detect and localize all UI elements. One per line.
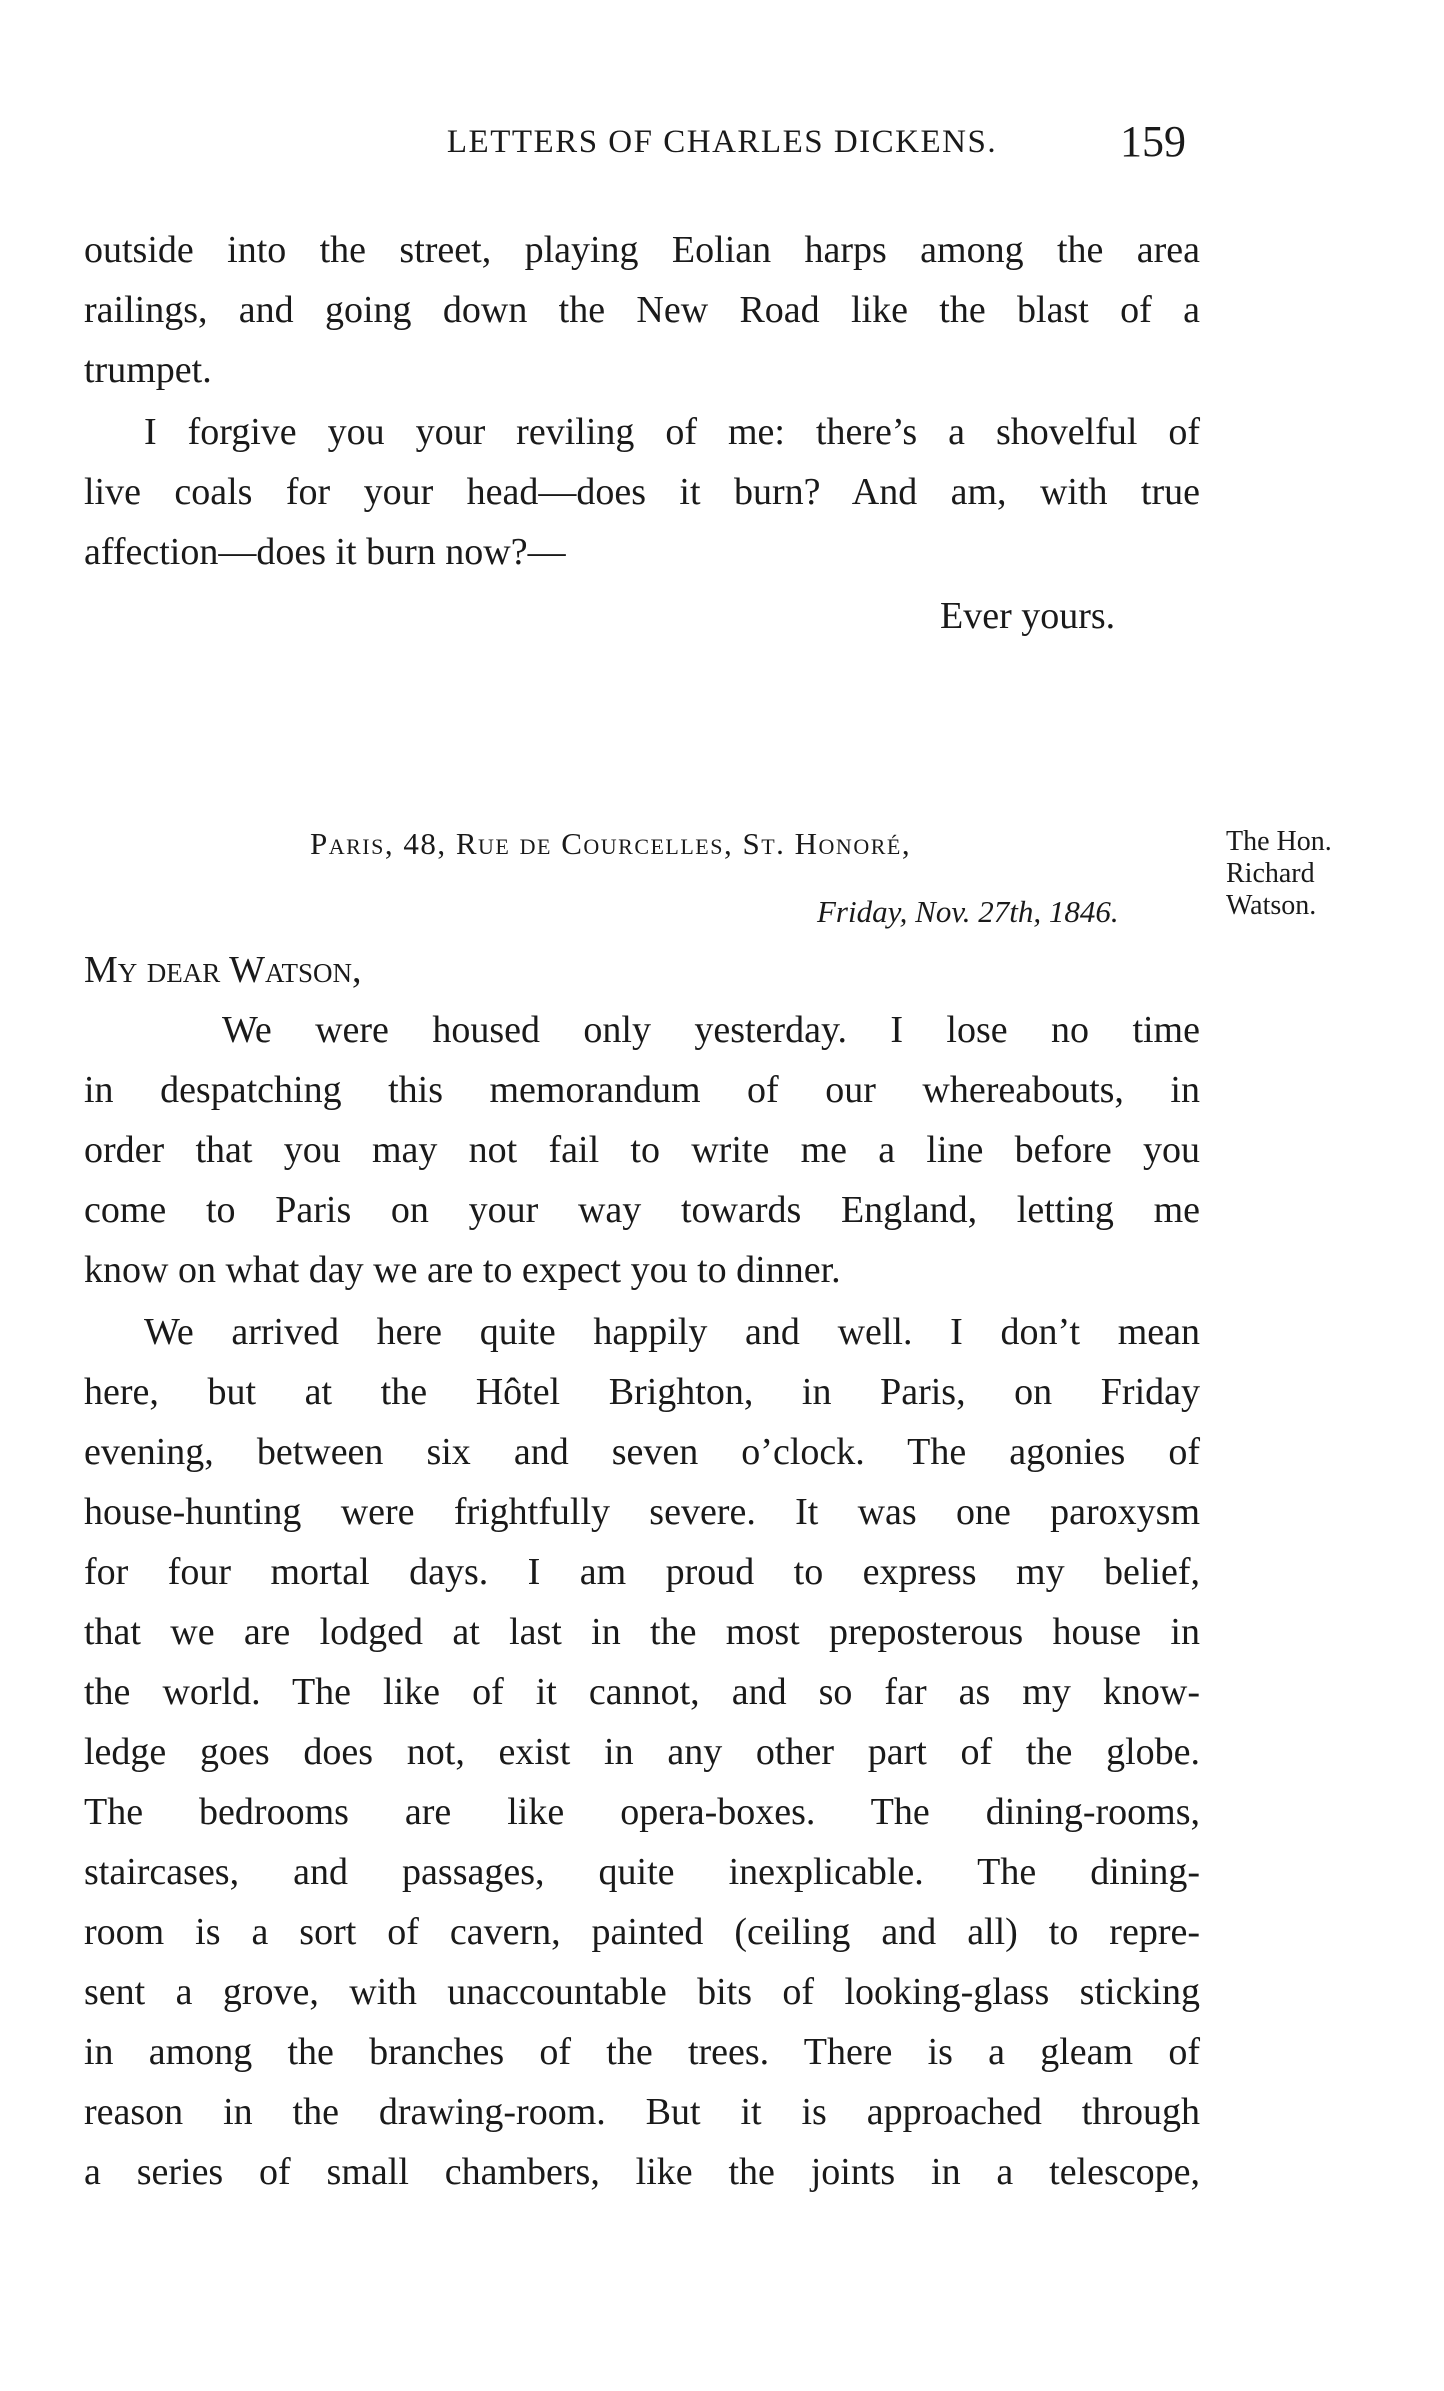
text-line: order that you may not fail to write me a line before you <box>84 1129 1200 1171</box>
text-line: outside into the street, playing Eolian harps among the area <box>84 229 1200 271</box>
text-line: I forgive you your reviling of me: there’s a shovelful of <box>144 411 1200 453</box>
text-line: sent a grove, with unaccountable bits of looking-glass sticking <box>84 1971 1200 2013</box>
text-line: staircases, and passages, quite inexplicable. The dining- <box>84 1851 1200 1893</box>
text-line: affection—does it burn now?— <box>84 531 566 573</box>
closing: Ever yours. <box>940 595 1116 637</box>
margin-note-line: Watson. <box>1226 890 1317 921</box>
text-line: railings, and going down the New Road like the blast of a <box>84 289 1200 331</box>
text-line: here, but at the Hôtel Brighton, in Paris, on Friday <box>84 1371 1200 1413</box>
text-line: We were housed only yesterday. I lose no time <box>222 1009 1200 1051</box>
text-line: in among the branches of the trees. There is a gleam of <box>84 2031 1200 2073</box>
running-title: LETTERS OF CHARLES DICKENS. <box>446 124 998 160</box>
text-line: trumpet. <box>84 349 212 391</box>
text-line: evening, between six and seven o’clock. The agonies of <box>84 1431 1200 1473</box>
text-line: reason in the drawing-room. But it is approached through <box>84 2091 1200 2133</box>
letter-address: Paris, 48, Rue de Courcelles, St. Honoré, <box>310 826 912 861</box>
recipient-margin-note <box>1226 826 1332 922</box>
text-line: come to Paris on your way towards England, letting me <box>84 1189 1200 1231</box>
margin-note-line: The Hon. <box>1226 826 1332 857</box>
text-line: for four mortal days. I am proud to express my belief, <box>84 1551 1200 1593</box>
text-line: know on what day we are to expect you to dinner. <box>84 1249 841 1291</box>
text-line: ledge goes does not, exist in any other part of the globe. <box>84 1731 1200 1773</box>
text-line: the world. The like of it cannot, and so far as my know- <box>84 1671 1200 1713</box>
text-line: The bedrooms are like opera-boxes. The dining-rooms, <box>84 1791 1200 1833</box>
margin-note-line: Richard <box>1226 858 1315 889</box>
text-line: in despatching this memorandum of our whereabouts, in <box>84 1069 1200 1111</box>
text-line: a series of small chambers, like the joints in a telescope, <box>84 2151 1200 2193</box>
text-line: house-hunting were frightfully severe. It was one paroxysm <box>84 1491 1200 1533</box>
salutation: My dear Watson, <box>84 949 362 991</box>
text-line: room is a sort of cavern, painted (ceiling and all) to repre- <box>84 1911 1200 1953</box>
text-line: that we are lodged at last in the most preposterous house in <box>84 1611 1200 1653</box>
text-line: live coals for your head—does it burn? And am, with true <box>84 471 1200 513</box>
text-line: We arrived here quite happily and well. I don’t mean <box>144 1311 1200 1353</box>
letter-date-text: Friday, Nov. 27th, 1846. <box>817 894 1119 929</box>
letter-date <box>817 894 1119 930</box>
page-number: 159 <box>1120 117 1186 166</box>
